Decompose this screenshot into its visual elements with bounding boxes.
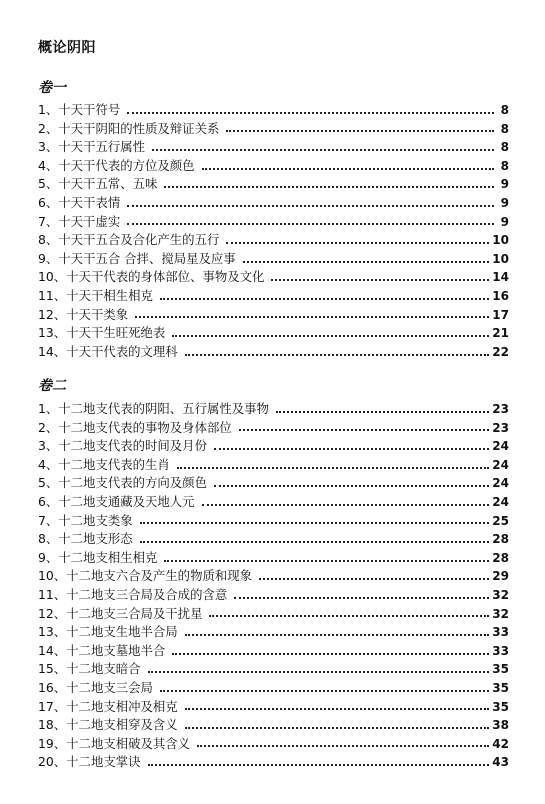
toc-entry-page-number: 33 bbox=[492, 625, 509, 640]
dot-leader bbox=[234, 596, 489, 599]
dot-leader bbox=[202, 167, 494, 170]
toc-entry[interactable] bbox=[38, 586, 509, 605]
dot-leader bbox=[135, 315, 489, 318]
toc-entry-page-number: 17 bbox=[492, 307, 509, 322]
dot-leader bbox=[197, 744, 489, 747]
toc-entry-page-number: 14 bbox=[492, 270, 509, 285]
toc-list-section-2 bbox=[38, 400, 509, 772]
toc-entry-label: 6、十天干表情 bbox=[38, 194, 121, 210]
dot-leader bbox=[271, 278, 489, 281]
toc-entry-page-number: 8 bbox=[500, 140, 509, 155]
toc-entry-page-number: 32 bbox=[492, 606, 509, 621]
toc-entry-page-number: 21 bbox=[492, 326, 509, 341]
dot-leader bbox=[177, 466, 490, 469]
toc-entry-label: 7、十天干虚实 bbox=[38, 213, 121, 229]
toc-entry-page-number: 38 bbox=[492, 718, 509, 733]
toc-entry-page-number: 8 bbox=[500, 103, 509, 117]
toc-entry-page-number: 33 bbox=[492, 643, 509, 658]
toc-entry-page-number: 10 bbox=[492, 233, 509, 248]
toc-entry[interactable] bbox=[38, 194, 509, 213]
toc-entry[interactable] bbox=[38, 623, 509, 642]
dot-leader bbox=[214, 447, 489, 450]
toc-entry-label: 13、十二地支生地半合局 bbox=[38, 624, 178, 640]
dot-leader bbox=[172, 652, 489, 655]
toc-entry-label: 11、十二地支三合局及合成的含意 bbox=[38, 586, 228, 602]
dot-leader bbox=[148, 670, 490, 673]
dot-leader bbox=[164, 185, 494, 188]
toc-entry[interactable] bbox=[38, 419, 509, 438]
dot-leader bbox=[160, 689, 489, 692]
toc-entry[interactable] bbox=[38, 138, 509, 157]
toc-entry-label: 19、十二地支相破及其含义 bbox=[38, 735, 191, 751]
toc-entry[interactable] bbox=[38, 605, 509, 624]
section-heading-1: 卷一 bbox=[38, 80, 66, 96]
toc-entry-page-number: 35 bbox=[492, 680, 509, 695]
toc-entry-page-number: 24 bbox=[492, 439, 509, 454]
toc-entry[interactable] bbox=[38, 268, 509, 287]
toc-entry-label: 3、十天干五行属性 bbox=[38, 139, 146, 155]
dot-leader bbox=[127, 111, 494, 114]
toc-entry-label: 14、十天干代表的文理科 bbox=[38, 343, 178, 359]
toc-entry-page-number: 9 bbox=[500, 214, 509, 229]
dot-leader bbox=[164, 559, 489, 562]
toc-entry-page-number: 25 bbox=[492, 513, 509, 528]
toc-entry-label: 8、十天干五合及合化产生的五行 bbox=[38, 232, 220, 248]
document-title: 概论阴阳 bbox=[38, 40, 96, 56]
toc-entry-label: 7、十二地支类象 bbox=[38, 512, 133, 528]
toc-entry-label: 10、十二地支六合及产生的物质和现象 bbox=[38, 568, 253, 584]
toc-entry-label: 10、十天干代表的身体部位、事物及文化 bbox=[38, 269, 265, 285]
section-heading-2: 卷二 bbox=[38, 378, 66, 394]
dot-leader bbox=[127, 204, 494, 207]
toc-entry-page-number: 8 bbox=[500, 158, 509, 173]
toc-entry-label: 16、十二地支三会局 bbox=[38, 679, 153, 695]
dot-leader bbox=[214, 484, 489, 487]
toc-entry[interactable] bbox=[38, 735, 509, 754]
toc-entry[interactable] bbox=[38, 456, 509, 475]
toc-entry-label: 4、十二地支代表的生肖 bbox=[38, 456, 170, 472]
dot-leader bbox=[202, 503, 490, 506]
toc-entry-page-number: 43 bbox=[492, 755, 509, 770]
toc-entry[interactable] bbox=[38, 101, 509, 120]
toc-entry-page-number: 8 bbox=[500, 121, 509, 136]
toc-entry[interactable] bbox=[38, 213, 509, 232]
dot-leader bbox=[160, 297, 489, 300]
toc-entry-label: 1、十二地支代表的阴阳、五行属性及事物 bbox=[38, 401, 269, 416]
toc-entry-label: 17、十二地支相冲及相克 bbox=[38, 698, 178, 714]
dot-leader bbox=[276, 410, 489, 413]
toc-entry[interactable] bbox=[38, 493, 509, 512]
toc-entry-page-number: 22 bbox=[492, 344, 509, 359]
dot-leader bbox=[152, 148, 494, 151]
dot-leader bbox=[239, 428, 490, 431]
toc-entry[interactable] bbox=[38, 642, 509, 661]
toc-entry-page-number: 23 bbox=[492, 420, 509, 435]
dot-leader bbox=[243, 260, 490, 263]
toc-entry[interactable] bbox=[38, 549, 509, 568]
toc-entry[interactable] bbox=[38, 250, 509, 269]
dot-leader bbox=[172, 334, 489, 337]
toc-entry[interactable] bbox=[38, 474, 509, 493]
toc-entry-label: 5、十二地支代表的方向及颜色 bbox=[38, 475, 207, 491]
dot-leader bbox=[185, 707, 490, 710]
dot-leader bbox=[209, 614, 489, 617]
toc-entry-label: 14、十二地支墓地半合 bbox=[38, 642, 166, 658]
toc-entry-label: 3、十二地支代表的时间及月份 bbox=[38, 438, 207, 454]
toc-entry[interactable] bbox=[38, 437, 509, 456]
toc-entry-page-number: 24 bbox=[492, 457, 509, 472]
toc-entry-label: 18、十二地支相穿及含义 bbox=[38, 717, 178, 733]
toc-list-section-1 bbox=[38, 101, 509, 361]
toc-entry[interactable] bbox=[38, 287, 509, 306]
toc-entry[interactable] bbox=[38, 343, 509, 362]
toc-entry[interactable] bbox=[38, 324, 509, 343]
toc-entry-page-number: 28 bbox=[492, 550, 509, 565]
toc-entry[interactable] bbox=[38, 120, 509, 139]
toc-entry[interactable] bbox=[38, 716, 509, 735]
toc-entry-page-number: 24 bbox=[492, 476, 509, 491]
toc-entry[interactable] bbox=[38, 175, 509, 194]
toc-entry-label: 9、十天干五合 合拌、搅局星及应事 bbox=[38, 250, 236, 266]
toc-entry-label: 11、十天干相生相克 bbox=[38, 287, 153, 303]
toc-entry-label: 12、十天干类象 bbox=[38, 306, 129, 322]
toc-entry-label: 6、十二地支通藏及天地人元 bbox=[38, 493, 195, 509]
toc-entry[interactable] bbox=[38, 400, 509, 419]
dot-leader bbox=[226, 129, 494, 132]
toc-entry[interactable] bbox=[38, 698, 509, 717]
toc-entry[interactable] bbox=[38, 753, 509, 772]
toc-entry[interactable] bbox=[38, 512, 509, 531]
dot-leader bbox=[259, 577, 489, 580]
toc-entry-page-number: 32 bbox=[492, 587, 509, 602]
toc-entry-page-number: 10 bbox=[492, 251, 509, 266]
toc-entry-page-number: 16 bbox=[492, 288, 509, 303]
toc-entry[interactable] bbox=[38, 660, 509, 679]
toc-entry-label: 13、十天干生旺死绝表 bbox=[38, 325, 166, 341]
toc-entry[interactable] bbox=[38, 157, 509, 176]
toc-entry-label: 1、十天干符号 bbox=[38, 102, 121, 117]
toc-entry-label: 2、十天干阴阳的性质及辩证关系 bbox=[38, 120, 220, 136]
toc-entry-page-number: 23 bbox=[492, 402, 509, 416]
toc-entry[interactable] bbox=[38, 567, 509, 586]
toc-entry-page-number: 9 bbox=[500, 177, 509, 192]
dot-leader bbox=[148, 763, 490, 766]
toc-entry-page-number: 28 bbox=[492, 532, 509, 547]
toc-entry-page-number: 42 bbox=[492, 736, 509, 751]
toc-entry-page-number: 35 bbox=[492, 662, 509, 677]
toc-entry[interactable] bbox=[38, 231, 509, 250]
dot-leader bbox=[185, 353, 490, 356]
toc-entry-label: 15、十二地支暗合 bbox=[38, 661, 141, 677]
toc-entry-label: 12、十二地支三合局及干扰星 bbox=[38, 605, 203, 621]
dot-leader bbox=[185, 726, 490, 729]
toc-entry-label: 9、十二地支相生相克 bbox=[38, 549, 158, 565]
toc-entry[interactable] bbox=[38, 679, 509, 698]
toc-entry-page-number: 9 bbox=[500, 195, 509, 210]
toc-entry-label: 4、十天干代表的方位及颜色 bbox=[38, 157, 195, 173]
toc-entry-label: 20、十二地支掌诀 bbox=[38, 754, 141, 770]
toc-entry[interactable] bbox=[38, 530, 509, 549]
dot-leader bbox=[140, 540, 490, 543]
toc-entry-label: 8、十二地支形态 bbox=[38, 531, 133, 547]
toc-entry-page-number: 29 bbox=[492, 569, 509, 584]
dot-leader bbox=[185, 633, 490, 636]
toc-entry-label: 5、十天干五常、五味 bbox=[38, 176, 158, 192]
dot-leader bbox=[127, 222, 494, 225]
toc-entry-page-number: 24 bbox=[492, 494, 509, 509]
dot-leader bbox=[140, 521, 490, 524]
toc-entry-page-number: 35 bbox=[492, 699, 509, 714]
toc-entry-label: 2、十二地支代表的事物及身体部位 bbox=[38, 419, 232, 435]
toc-entry[interactable] bbox=[38, 306, 509, 325]
dot-leader bbox=[226, 241, 489, 244]
